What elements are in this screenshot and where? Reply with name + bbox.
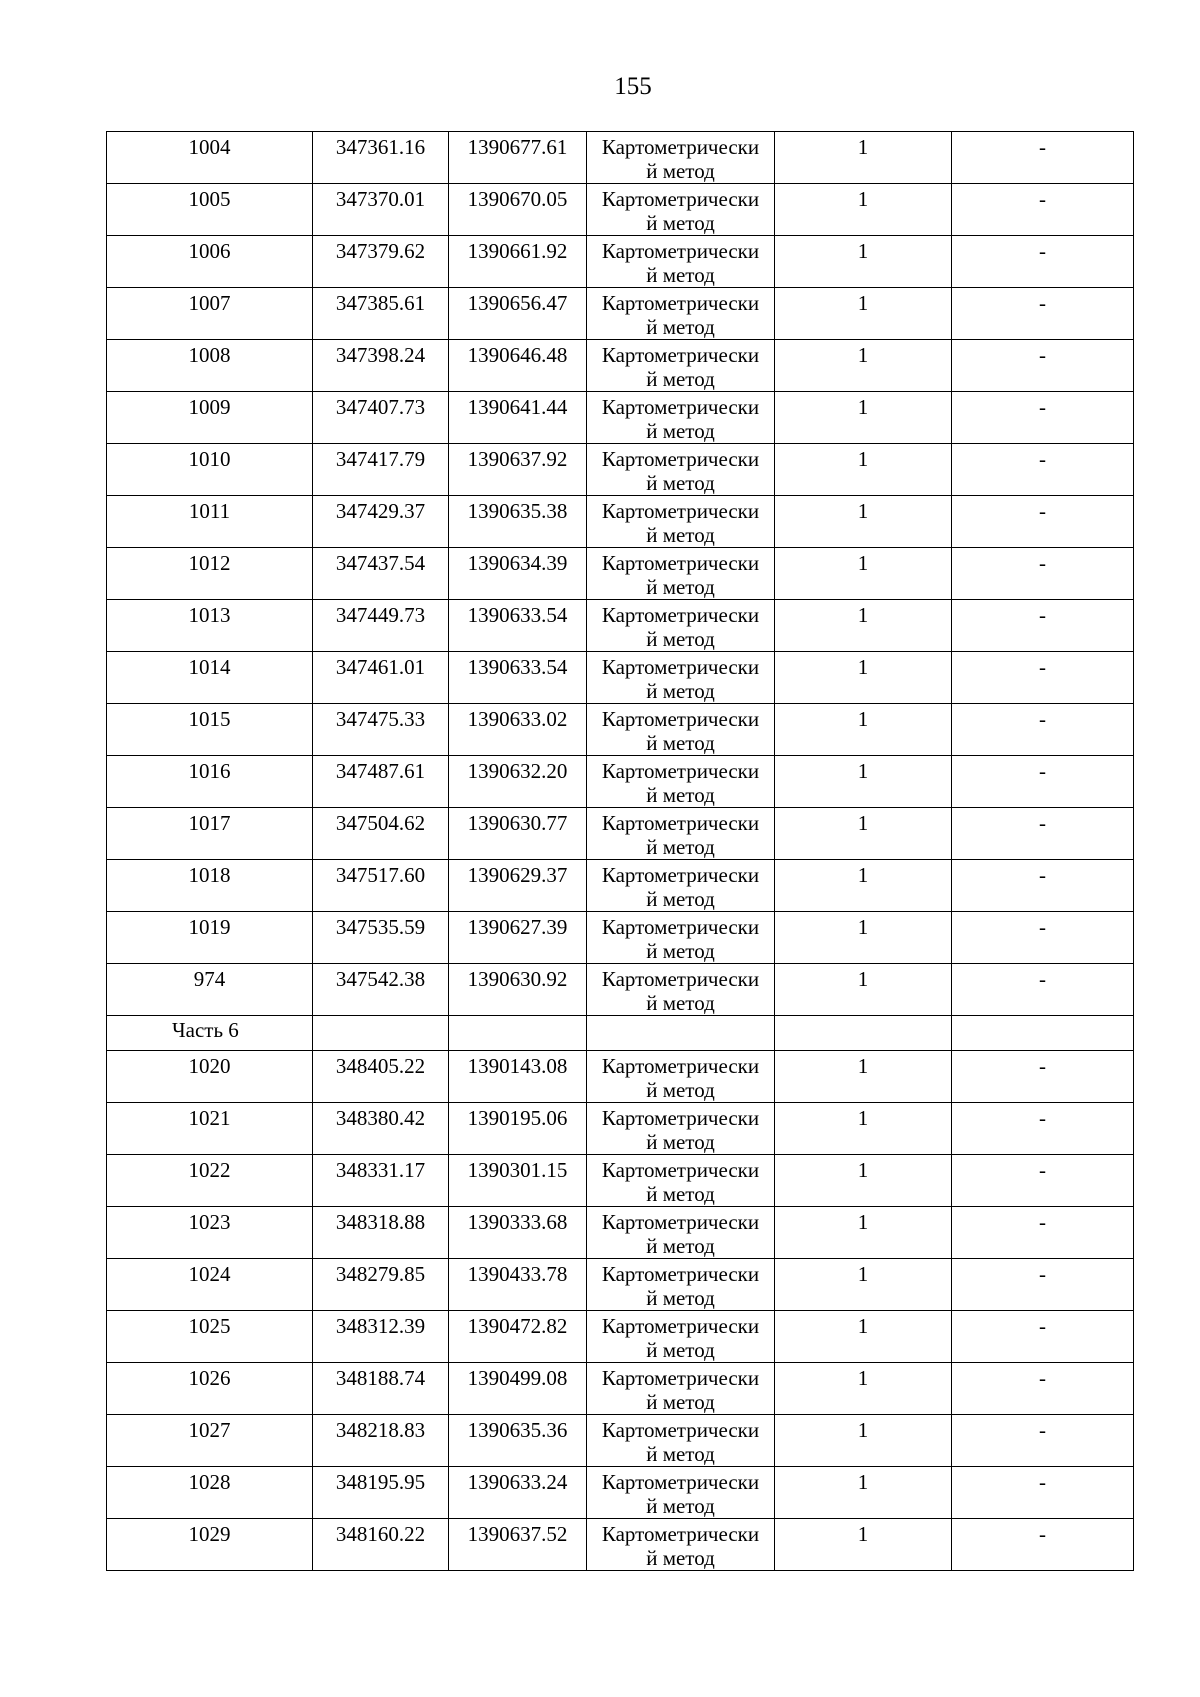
accuracy-cell: 1 bbox=[775, 860, 952, 912]
x-coordinate-cell: 347517.60 bbox=[313, 860, 449, 912]
table-row bbox=[107, 1415, 1134, 1467]
y-coordinate-cell: 1390637.52 bbox=[449, 1519, 587, 1571]
method-line-2: й метод bbox=[646, 1286, 715, 1310]
y-coordinate-cell: 1390646.48 bbox=[449, 340, 587, 392]
x-coordinate-cell: 348160.22 bbox=[313, 1519, 449, 1571]
method-line-2: й метод bbox=[646, 1182, 715, 1206]
x-coordinate-cell: 348318.88 bbox=[313, 1207, 449, 1259]
method-line-1: Картометрически bbox=[601, 1314, 760, 1338]
y-coordinate-cell: 1390641.44 bbox=[449, 392, 587, 444]
empty-cell bbox=[775, 1016, 952, 1051]
note-cell: - bbox=[952, 1467, 1134, 1519]
point-number-cell: 1027 bbox=[107, 1415, 313, 1467]
table-body bbox=[107, 132, 1134, 1571]
method-line-2: й метод bbox=[646, 419, 715, 443]
method-line-2: й метод bbox=[646, 367, 715, 391]
y-coordinate-cell: 1390670.05 bbox=[449, 184, 587, 236]
table-row bbox=[107, 964, 1134, 1016]
accuracy-cell: 1 bbox=[775, 1259, 952, 1311]
note-cell: - bbox=[952, 548, 1134, 600]
accuracy-cell: 1 bbox=[775, 444, 952, 496]
table-row bbox=[107, 1519, 1134, 1571]
note-cell: - bbox=[952, 444, 1134, 496]
x-coordinate-cell: 347475.33 bbox=[313, 704, 449, 756]
method-line-2: й метод bbox=[646, 159, 715, 183]
note-cell: - bbox=[952, 496, 1134, 548]
point-number-cell: 1016 bbox=[107, 756, 313, 808]
y-coordinate-cell: 1390634.39 bbox=[449, 548, 587, 600]
note-cell: - bbox=[952, 912, 1134, 964]
point-number-cell: 1004 bbox=[107, 132, 313, 184]
y-coordinate-cell: 1390629.37 bbox=[449, 860, 587, 912]
point-number-cell: 1026 bbox=[107, 1363, 313, 1415]
method-cell bbox=[587, 288, 775, 340]
accuracy-cell: 1 bbox=[775, 1311, 952, 1363]
x-coordinate-cell: 347361.16 bbox=[313, 132, 449, 184]
note-cell: - bbox=[952, 1519, 1134, 1571]
x-coordinate-cell: 347461.01 bbox=[313, 652, 449, 704]
method-line-1: Картометрически bbox=[601, 447, 760, 471]
y-coordinate-cell: 1390195.06 bbox=[449, 1103, 587, 1155]
y-coordinate-cell: 1390143.08 bbox=[449, 1051, 587, 1103]
method-line-2: й метод bbox=[646, 1338, 715, 1362]
accuracy-cell: 1 bbox=[775, 1051, 952, 1103]
note-cell: - bbox=[952, 600, 1134, 652]
accuracy-cell: 1 bbox=[775, 288, 952, 340]
x-coordinate-cell: 347407.73 bbox=[313, 392, 449, 444]
method-cell bbox=[587, 652, 775, 704]
method-cell bbox=[587, 1155, 775, 1207]
method-cell bbox=[587, 1363, 775, 1415]
method-line-1: Картометрически bbox=[601, 1210, 760, 1234]
point-number-cell: 1011 bbox=[107, 496, 313, 548]
x-coordinate-cell: 347535.59 bbox=[313, 912, 449, 964]
point-number-cell: 1018 bbox=[107, 860, 313, 912]
empty-cell bbox=[952, 1016, 1134, 1051]
point-number-cell: 974 bbox=[107, 964, 313, 1016]
y-coordinate-cell: 1390637.92 bbox=[449, 444, 587, 496]
note-cell: - bbox=[952, 964, 1134, 1016]
method-line-1: Картометрически bbox=[601, 499, 760, 523]
y-coordinate-cell: 1390632.20 bbox=[449, 756, 587, 808]
coordinates-table bbox=[106, 131, 1134, 1571]
point-number-cell: 1017 bbox=[107, 808, 313, 860]
x-coordinate-cell: 347542.38 bbox=[313, 964, 449, 1016]
method-line-2: й метод bbox=[646, 835, 715, 859]
method-line-2: й метод bbox=[646, 1442, 715, 1466]
x-coordinate-cell: 348331.17 bbox=[313, 1155, 449, 1207]
method-cell bbox=[587, 964, 775, 1016]
point-number-cell: 1029 bbox=[107, 1519, 313, 1571]
method-line-1: Картометрически bbox=[601, 1522, 760, 1546]
note-cell: - bbox=[952, 1259, 1134, 1311]
table-row bbox=[107, 808, 1134, 860]
note-cell: - bbox=[952, 808, 1134, 860]
y-coordinate-cell: 1390633.54 bbox=[449, 600, 587, 652]
x-coordinate-cell: 348380.42 bbox=[313, 1103, 449, 1155]
accuracy-cell: 1 bbox=[775, 756, 952, 808]
x-coordinate-cell: 347437.54 bbox=[313, 548, 449, 600]
method-cell bbox=[587, 600, 775, 652]
accuracy-cell: 1 bbox=[775, 392, 952, 444]
table-row bbox=[107, 1467, 1134, 1519]
note-cell: - bbox=[952, 860, 1134, 912]
note-cell: - bbox=[952, 1415, 1134, 1467]
method-line-2: й метод bbox=[646, 679, 715, 703]
table-row bbox=[107, 600, 1134, 652]
accuracy-cell: 1 bbox=[775, 496, 952, 548]
note-cell: - bbox=[952, 756, 1134, 808]
method-line-1: Картометрически bbox=[601, 1262, 760, 1286]
x-coordinate-cell: 348312.39 bbox=[313, 1311, 449, 1363]
method-line-1: Картометрически bbox=[601, 187, 760, 211]
y-coordinate-cell: 1390630.77 bbox=[449, 808, 587, 860]
y-coordinate-cell: 1390499.08 bbox=[449, 1363, 587, 1415]
method-line-1: Картометрически bbox=[601, 967, 760, 991]
x-coordinate-cell: 348405.22 bbox=[313, 1051, 449, 1103]
method-cell bbox=[587, 548, 775, 600]
table-row bbox=[107, 548, 1134, 600]
method-cell bbox=[587, 704, 775, 756]
accuracy-cell: 1 bbox=[775, 808, 952, 860]
method-line-1: Картометрически bbox=[601, 603, 760, 627]
method-cell bbox=[587, 912, 775, 964]
point-number-cell: 1015 bbox=[107, 704, 313, 756]
point-number-cell: 1012 bbox=[107, 548, 313, 600]
method-cell bbox=[587, 808, 775, 860]
table-row bbox=[107, 392, 1134, 444]
accuracy-cell: 1 bbox=[775, 548, 952, 600]
x-coordinate-cell: 347398.24 bbox=[313, 340, 449, 392]
table-row bbox=[107, 1311, 1134, 1363]
point-number-cell: 1007 bbox=[107, 288, 313, 340]
point-number-cell: 1010 bbox=[107, 444, 313, 496]
table-row bbox=[107, 1051, 1134, 1103]
accuracy-cell: 1 bbox=[775, 1467, 952, 1519]
method-line-1: Картометрически bbox=[601, 915, 760, 939]
accuracy-cell: 1 bbox=[775, 652, 952, 704]
note-cell: - bbox=[952, 1207, 1134, 1259]
method-cell bbox=[587, 1519, 775, 1571]
method-line-1: Картометрически bbox=[601, 863, 760, 887]
x-coordinate-cell: 348218.83 bbox=[313, 1415, 449, 1467]
accuracy-cell: 1 bbox=[775, 184, 952, 236]
note-cell: - bbox=[952, 132, 1134, 184]
point-number-cell: 1005 bbox=[107, 184, 313, 236]
x-coordinate-cell: 348188.74 bbox=[313, 1363, 449, 1415]
x-coordinate-cell: 348279.85 bbox=[313, 1259, 449, 1311]
table-row bbox=[107, 340, 1134, 392]
method-line-1: Картометрически bbox=[601, 759, 760, 783]
y-coordinate-cell: 1390633.54 bbox=[449, 652, 587, 704]
table-row bbox=[107, 184, 1134, 236]
accuracy-cell: 1 bbox=[775, 600, 952, 652]
method-line-1: Картометрически bbox=[601, 1366, 760, 1390]
method-cell bbox=[587, 392, 775, 444]
x-coordinate-cell: 348195.95 bbox=[313, 1467, 449, 1519]
method-line-2: й метод bbox=[646, 211, 715, 235]
accuracy-cell: 1 bbox=[775, 1155, 952, 1207]
table-row bbox=[107, 1363, 1134, 1415]
point-number-cell: 1028 bbox=[107, 1467, 313, 1519]
accuracy-cell: 1 bbox=[775, 1363, 952, 1415]
x-coordinate-cell: 347379.62 bbox=[313, 236, 449, 288]
method-line-1: Картометрически bbox=[601, 1158, 760, 1182]
y-coordinate-cell: 1390333.68 bbox=[449, 1207, 587, 1259]
method-line-1: Картометрически bbox=[601, 1418, 760, 1442]
method-line-2: й метод bbox=[646, 523, 715, 547]
table-row bbox=[107, 1155, 1134, 1207]
y-coordinate-cell: 1390433.78 bbox=[449, 1259, 587, 1311]
accuracy-cell: 1 bbox=[775, 340, 952, 392]
note-cell: - bbox=[952, 1051, 1134, 1103]
note-cell: - bbox=[952, 1311, 1134, 1363]
method-line-2: й метод bbox=[646, 783, 715, 807]
method-line-1: Картометрически bbox=[601, 343, 760, 367]
table-row bbox=[107, 288, 1134, 340]
accuracy-cell: 1 bbox=[775, 912, 952, 964]
accuracy-cell: 1 bbox=[775, 704, 952, 756]
method-cell bbox=[587, 860, 775, 912]
note-cell: - bbox=[952, 340, 1134, 392]
method-line-1: Картометрически bbox=[601, 707, 760, 731]
x-coordinate-cell: 347504.62 bbox=[313, 808, 449, 860]
x-coordinate-cell: 347487.61 bbox=[313, 756, 449, 808]
point-number-cell: 1014 bbox=[107, 652, 313, 704]
point-number-cell: 1006 bbox=[107, 236, 313, 288]
method-line-2: й метод bbox=[646, 315, 715, 339]
point-number-cell: 1023 bbox=[107, 1207, 313, 1259]
y-coordinate-cell: 1390630.92 bbox=[449, 964, 587, 1016]
empty-cell bbox=[587, 1016, 775, 1051]
table-row bbox=[107, 496, 1134, 548]
accuracy-cell: 1 bbox=[775, 132, 952, 184]
method-line-2: й метод bbox=[646, 1130, 715, 1154]
y-coordinate-cell: 1390635.38 bbox=[449, 496, 587, 548]
table-row bbox=[107, 236, 1134, 288]
accuracy-cell: 1 bbox=[775, 236, 952, 288]
x-coordinate-cell: 347429.37 bbox=[313, 496, 449, 548]
method-line-2: й метод bbox=[646, 1234, 715, 1258]
method-line-1: Картометрически bbox=[601, 291, 760, 315]
point-number-cell: 1008 bbox=[107, 340, 313, 392]
y-coordinate-cell: 1390633.24 bbox=[449, 1467, 587, 1519]
method-line-2: й метод bbox=[646, 1546, 715, 1570]
method-line-1: Картометрически bbox=[601, 395, 760, 419]
method-cell bbox=[587, 132, 775, 184]
point-number-cell: 1009 bbox=[107, 392, 313, 444]
table-row bbox=[107, 1103, 1134, 1155]
method-line-2: й метод bbox=[646, 731, 715, 755]
table-row bbox=[107, 704, 1134, 756]
x-coordinate-cell: 347370.01 bbox=[313, 184, 449, 236]
section-row bbox=[107, 1016, 1134, 1051]
table-row bbox=[107, 1259, 1134, 1311]
method-line-1: Картометрически bbox=[601, 551, 760, 575]
x-coordinate-cell: 347417.79 bbox=[313, 444, 449, 496]
method-line-1: Картометрически bbox=[601, 1054, 760, 1078]
method-line-1: Картометрически bbox=[601, 239, 760, 263]
method-cell bbox=[587, 1467, 775, 1519]
accuracy-cell: 1 bbox=[775, 1103, 952, 1155]
point-number-cell: 1019 bbox=[107, 912, 313, 964]
note-cell: - bbox=[952, 236, 1134, 288]
point-number-cell: 1021 bbox=[107, 1103, 313, 1155]
accuracy-cell: 1 bbox=[775, 1415, 952, 1467]
y-coordinate-cell: 1390635.36 bbox=[449, 1415, 587, 1467]
method-cell bbox=[587, 184, 775, 236]
empty-cell bbox=[313, 1016, 449, 1051]
note-cell: - bbox=[952, 1103, 1134, 1155]
empty-cell bbox=[449, 1016, 587, 1051]
point-number-cell: 1024 bbox=[107, 1259, 313, 1311]
x-coordinate-cell: 347449.73 bbox=[313, 600, 449, 652]
accuracy-cell: 1 bbox=[775, 1207, 952, 1259]
method-line-1: Картометрически bbox=[601, 655, 760, 679]
table-row bbox=[107, 444, 1134, 496]
method-line-1: Картометрически bbox=[601, 811, 760, 835]
y-coordinate-cell: 1390472.82 bbox=[449, 1311, 587, 1363]
note-cell: - bbox=[952, 652, 1134, 704]
table-row bbox=[107, 132, 1134, 184]
method-line-2: й метод bbox=[646, 939, 715, 963]
y-coordinate-cell: 1390656.47 bbox=[449, 288, 587, 340]
method-line-2: й метод bbox=[646, 627, 715, 651]
method-line-2: й метод bbox=[646, 263, 715, 287]
table-row bbox=[107, 912, 1134, 964]
point-number-cell: 1025 bbox=[107, 1311, 313, 1363]
page-number: 155 bbox=[614, 73, 652, 100]
method-cell bbox=[587, 1259, 775, 1311]
note-cell: - bbox=[952, 1155, 1134, 1207]
method-cell bbox=[587, 756, 775, 808]
method-cell bbox=[587, 236, 775, 288]
y-coordinate-cell: 1390661.92 bbox=[449, 236, 587, 288]
y-coordinate-cell: 1390633.02 bbox=[449, 704, 587, 756]
x-coordinate-cell: 347385.61 bbox=[313, 288, 449, 340]
table-row bbox=[107, 1207, 1134, 1259]
method-cell bbox=[587, 1103, 775, 1155]
note-cell: - bbox=[952, 184, 1134, 236]
y-coordinate-cell: 1390677.61 bbox=[449, 132, 587, 184]
y-coordinate-cell: 1390301.15 bbox=[449, 1155, 587, 1207]
point-number-cell: 1020 bbox=[107, 1051, 313, 1103]
method-cell bbox=[587, 1415, 775, 1467]
note-cell: - bbox=[952, 288, 1134, 340]
table-row bbox=[107, 756, 1134, 808]
method-line-1: Картометрически bbox=[601, 1470, 760, 1494]
method-line-2: й метод bbox=[646, 991, 715, 1015]
table-row bbox=[107, 652, 1134, 704]
accuracy-cell: 1 bbox=[775, 1519, 952, 1571]
method-line-2: й метод bbox=[646, 887, 715, 911]
table-row bbox=[107, 860, 1134, 912]
method-line-2: й метод bbox=[646, 1390, 715, 1414]
note-cell: - bbox=[952, 704, 1134, 756]
method-cell bbox=[587, 496, 775, 548]
note-cell: - bbox=[952, 1363, 1134, 1415]
method-cell bbox=[587, 1311, 775, 1363]
accuracy-cell: 1 bbox=[775, 964, 952, 1016]
method-line-1: Картометрически bbox=[601, 1106, 760, 1130]
method-line-2: й метод bbox=[646, 471, 715, 495]
method-line-2: й метод bbox=[646, 575, 715, 599]
method-cell bbox=[587, 444, 775, 496]
method-cell bbox=[587, 1051, 775, 1103]
section-label: Часть 6 bbox=[107, 1016, 313, 1051]
note-cell: - bbox=[952, 392, 1134, 444]
method-line-1: Картометрически bbox=[601, 135, 760, 159]
y-coordinate-cell: 1390627.39 bbox=[449, 912, 587, 964]
method-cell bbox=[587, 1207, 775, 1259]
method-line-2: й метод bbox=[646, 1494, 715, 1518]
point-number-cell: 1013 bbox=[107, 600, 313, 652]
method-line-2: й метод bbox=[646, 1078, 715, 1102]
method-cell bbox=[587, 340, 775, 392]
point-number-cell: 1022 bbox=[107, 1155, 313, 1207]
